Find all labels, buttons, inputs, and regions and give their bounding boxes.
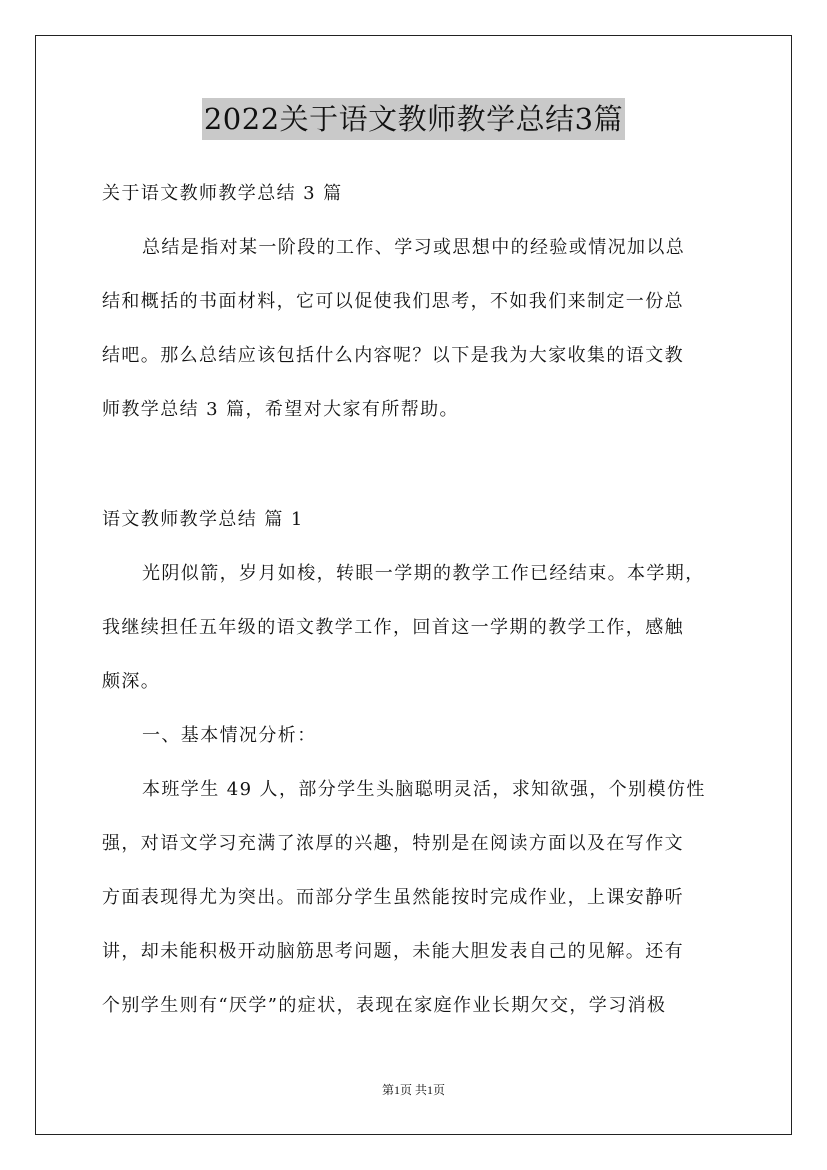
paragraph-line: 讲，却未能积极开动脑筋思考问题，未能大胆发表自己的见解。还有 (102, 941, 684, 962)
page-footer: 第1页 共1页 (381, 1083, 445, 1097)
paragraph-line: 强，对语文学习充满了浓厚的兴趣，特别是在阅读方面以及在写作文 (102, 833, 684, 854)
paragraph-line: 我继续担任五年级的语文教学工作，回首这一学期的教学工作，感触 (102, 617, 684, 638)
paragraph-line: 个别学生则有“厌学”的症状，表现在家庭作业长期欠交，学习消极 (102, 995, 667, 1016)
paragraph-line: 结和概括的书面材料，它可以促使我们思考，不如我们来制定一份总 (102, 291, 684, 312)
paragraph-line: 颇深。 (102, 671, 161, 692)
document-title: 2022关于语文教师教学总结3篇 (202, 98, 625, 140)
paragraph-line: 总结是指对某一阶段的工作、学习或思想中的经验或情况加以总 (142, 237, 686, 258)
paragraph-line: 结吧。那么总结应该包括什么内容呢？以下是我为大家收集的语文教 (102, 345, 684, 366)
paragraph-line: 师教学总结 3 篇，希望对大家有所帮助。 (102, 399, 459, 420)
paragraph-line: 方面表现得尤为突出。而部分学生虽然能按时完成作业，上课安静听 (102, 887, 684, 908)
subsection-heading: 一、基本情况分析： (142, 725, 317, 746)
section-heading: 语文教师教学总结 篇 1 (102, 509, 304, 530)
title-wrap (0, 98, 827, 140)
paragraph-line: 光阴似箭，岁月如梭，转眼一学期的教学工作已经结束。本学期， (142, 563, 705, 584)
subtitle-line: 关于语文教师教学总结 3 篇 (102, 183, 343, 204)
paragraph-line: 本班学生 49 人，部分学生头脑聪明灵活，求知欲强，个别模仿性 (142, 779, 706, 800)
